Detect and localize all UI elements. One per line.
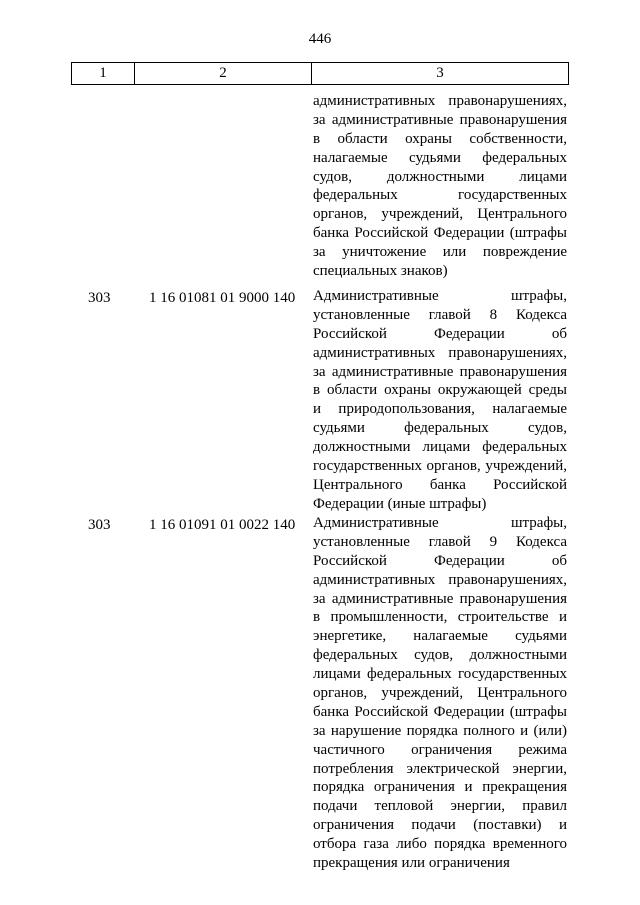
- description-line: Административные штрафы,: [313, 515, 567, 531]
- description-line: порядка ограничения и прекращения: [313, 779, 567, 796]
- description-line: частичного ограничения режима: [313, 741, 567, 758]
- description-line: установленные главой 9 Кодекса: [313, 533, 567, 550]
- description-line: банка Российской Федерации (штрафы: [313, 225, 567, 242]
- description-line: государственных органов, учреждений,: [313, 458, 567, 475]
- description-line: административных правонарушениях,: [313, 344, 567, 361]
- description-line: в области охраны собственности,: [313, 130, 567, 147]
- row-1-description: [313, 287, 567, 514]
- continuation-description: [313, 92, 567, 281]
- page-number: 446: [308, 31, 332, 47]
- description-line: органов, учреждений, Центрального: [313, 685, 567, 702]
- description-line: административных правонарушениях,: [313, 93, 567, 109]
- column-header-3: 3: [312, 63, 569, 85]
- row-1-kbk-code: 1 16 01081 01 9000 140: [149, 290, 296, 306]
- description-line: ограничения подачи (поставки) и: [313, 817, 567, 834]
- description-line: за нарушение порядка полного и (или): [313, 722, 567, 739]
- description-line: Административные штрафы,: [313, 288, 567, 304]
- description-line: за административные правонарушения: [313, 111, 567, 128]
- description-line: административных правонарушениях,: [313, 571, 567, 588]
- description-line: лицами федеральных государственных: [313, 666, 567, 683]
- row-2-kbk-code: 1 16 01091 01 0022 140: [149, 517, 296, 533]
- description-line: Центрального банка Российской: [313, 476, 567, 493]
- description-line: за уничтожение или повреждение: [313, 244, 567, 261]
- column-header-table: [71, 62, 569, 85]
- description-line: энергетике, налагаемые судьями: [313, 628, 567, 645]
- description-line: Российской Федерации об: [313, 325, 567, 342]
- description-line: банка Российской Федерации (штрафы: [313, 703, 567, 720]
- description-line: прекращения или ограничения: [313, 855, 510, 872]
- description-line: подачи тепловой энергии, правил: [313, 798, 567, 815]
- description-line: судов, должностными лицами: [313, 168, 567, 185]
- description-line: федеральных судов, должностными: [313, 647, 567, 664]
- description-line: и природопользования, налагаемые: [313, 401, 567, 418]
- description-line: в промышленности, строительстве и: [313, 609, 567, 626]
- description-line: отбора газа либо порядка временного: [313, 836, 567, 853]
- description-line: в области охраны окружающей среды: [313, 382, 567, 399]
- description-line: установленные главой 8 Кодекса: [313, 306, 567, 323]
- description-line: потребления электрической энергии,: [313, 760, 567, 777]
- description-line: судьями федеральных судов,: [313, 420, 567, 437]
- description-line: за административные правонарушения: [313, 363, 567, 380]
- description-line: за административные правонарушения: [313, 590, 567, 607]
- description-line: должностными лицами федеральных: [313, 439, 567, 456]
- column-header-row: [72, 63, 569, 85]
- description-line: федеральных государственных: [313, 187, 567, 204]
- row-2-admin-code: 303: [88, 517, 111, 533]
- description-line: налагаемые судьями федеральных: [313, 149, 567, 166]
- column-header-1: 1: [72, 63, 135, 85]
- column-header-2: 2: [135, 63, 312, 85]
- description-line: Российской Федерации об: [313, 552, 567, 569]
- description-line: Федерации (иные штрафы): [313, 495, 487, 512]
- row-2-description: [313, 514, 567, 873]
- row-1-admin-code: 303: [88, 290, 111, 306]
- description-line: органов, учреждений, Центрального: [313, 206, 567, 223]
- description-line: специальных знаков): [313, 263, 448, 280]
